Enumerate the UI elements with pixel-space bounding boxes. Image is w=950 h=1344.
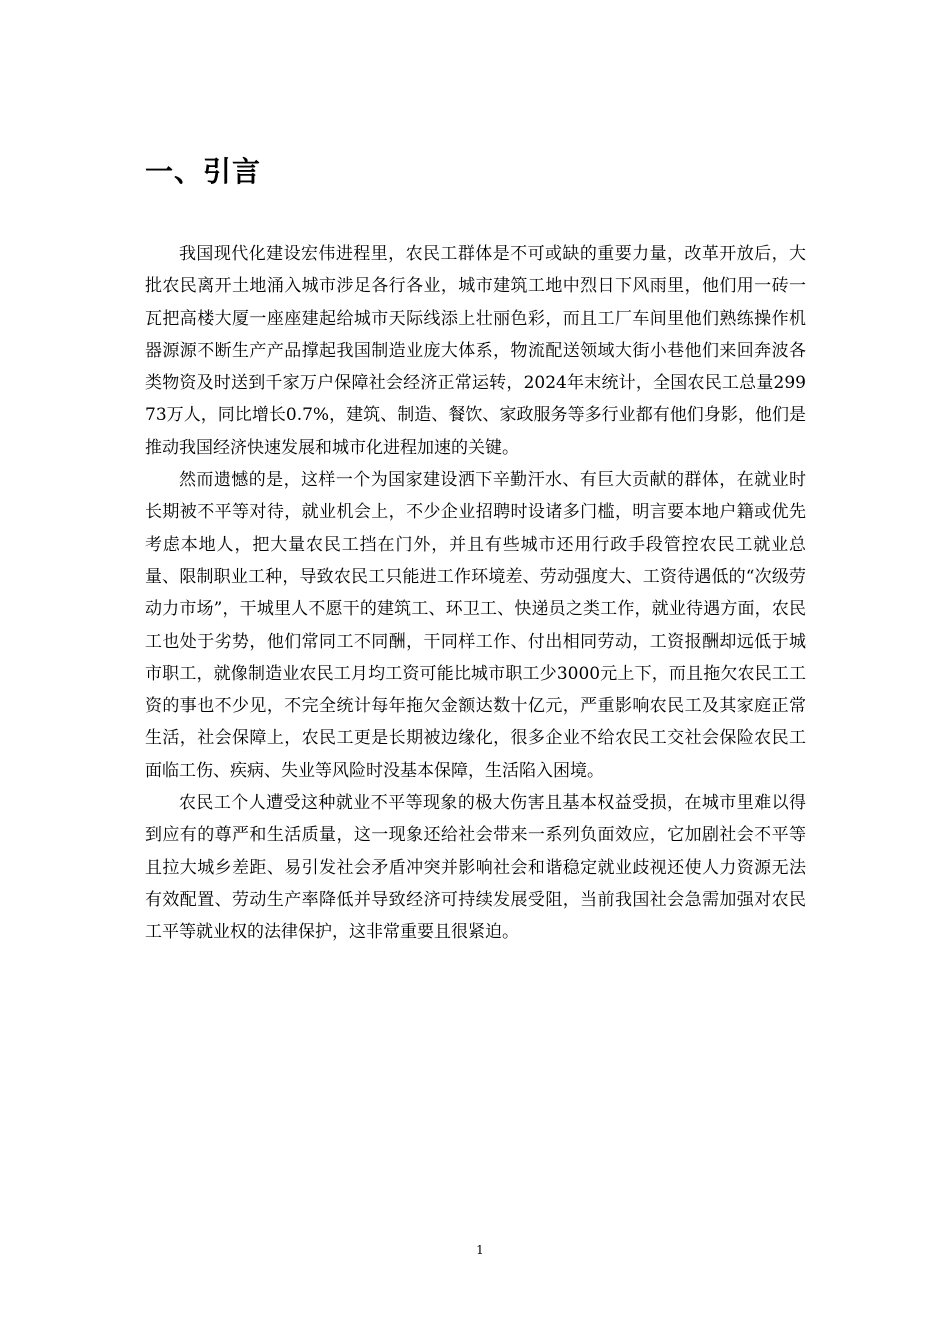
paragraph-2: 然而遗憾的是，这样一个为国家建设洒下辛勤汗水、有巨大贡献的群体，在就业时长期被不平等对待，就业机会上，不少企业招聘时设诸多门槛，明言要本地户籍或优先考虑本地人，把大量农民工挡在门外，并且有些城市还用行政手段管控农民工就业总量、限制职业工种，导致农民工只能进工作环境差、劳动强度大、工资待遇低的“次级劳动力市场”，干城里人不愿干的建筑工、环卫工、快递员之类工作，就业待遇方面，农民工也处于劣势，他们常同工不同酬，干同样工作、付出相同劳动，工资报酬却远低于城市职工，就像制造业农民工月均工资可能比城市职工少3000元上下，而且拖欠农民工工资的事也不少见，不完全统计每年拖欠金额达数十亿元，严重影响农民工及其家庭正常生活，社会保障上，农民工更是长期被边缘化，很多企业不给农民工交社会保险农民工面临工伤、疾病、失业等风险时没基本保障，生活陷入困境。	[145, 470, 806, 781]
page-number: 1	[476, 1243, 484, 1257]
paragraph-3: 农民工个人遭受这种就业不平等现象的极大伤害且基本权益受损，在城市里难以得到应有的尊严和生活质量，这一现象还给社会带来一系列负面效应，它加剧社会不平等且拉大城乡差距、易引发社会矛盾冲突并影响社会和谐稳定就业歧视还使人力资源无法有效配置、劳动生产率降低并导致经济可持续发展受阻，当前我国社会急需加强对农民工平等就业权的法律保护，这非常重要且很紧迫。	[145, 793, 806, 943]
section-heading: 一、引言	[145, 155, 262, 188]
paragraph-1: 我国现代化建设宏伟进程里，农民工群体是不可或缺的重要力量，改革开放后，大批农民离开土地涌入城市涉足各行各业，城市建筑工地中烈日下风雨里，他们用一砖一瓦把高楼大厦一座座建起给城市天际线添上壮丽色彩，而且工厂车间里他们熟练操作机器源源不断生产产品撑起我国制造业庞大体系，物流配送领域大街小巷他们来回奔波各类物资及时送到千家万户保障社会经济正常运转，2024年末统计，全国农民工总量29973万人，同比增长0.7%，建筑、制造、餐饮、家政服务等多行业都有他们身影，他们是推动我国经济快速发展和城市化进程加速的关键。	[145, 244, 806, 458]
section-body	[145, 238, 806, 949]
